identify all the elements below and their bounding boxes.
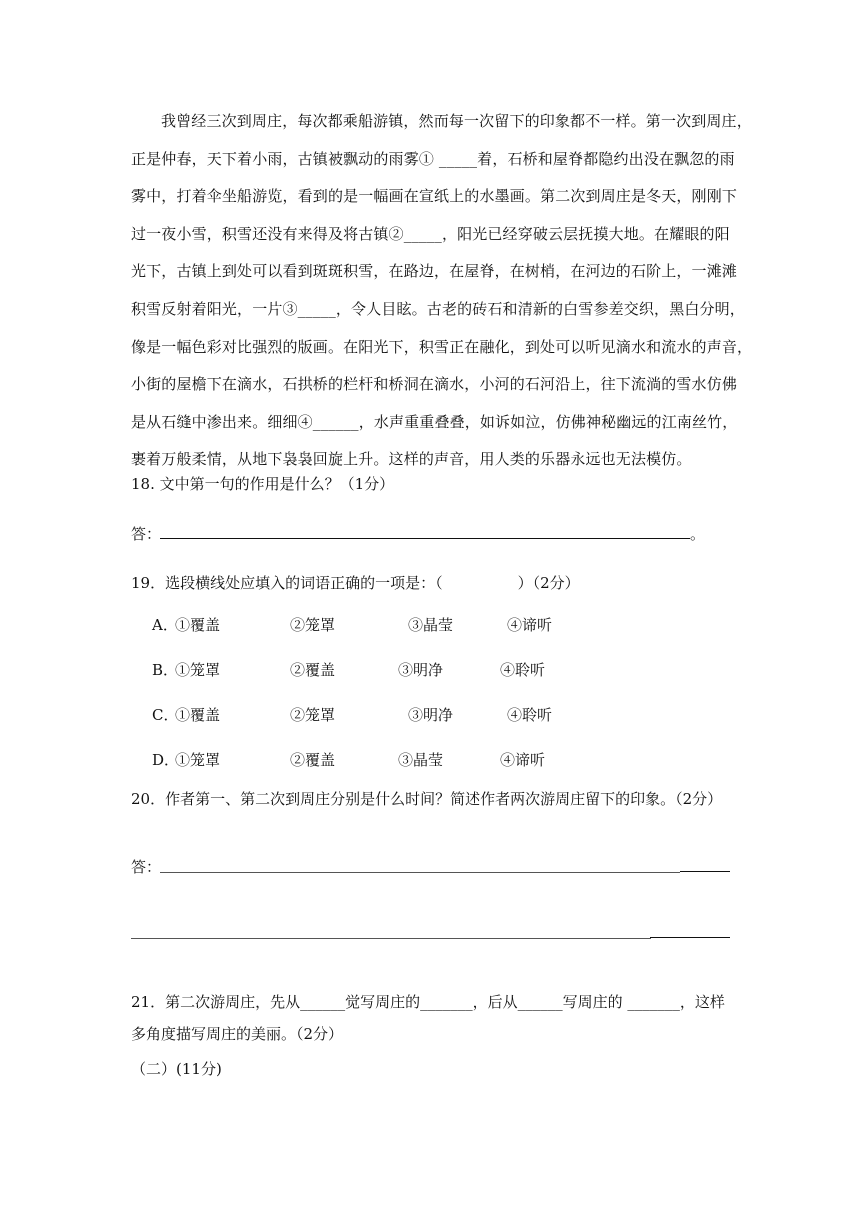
answer-18-prefix: 答： <box>131 525 162 543</box>
passage-line: 过一夜小雪，积雪还没有来得及将古镇②_____，阳光已经穿破云层抚摸大地。在耀眼的阳 <box>131 224 730 243</box>
passage-line: 我曾经三次到周庄，每次都乘船游镇，然而每一次留下的印象都不一样。第一次到周庄， <box>161 112 752 130</box>
option-letter: C． <box>152 706 179 724</box>
answer-18-suffix: 。 <box>690 525 706 543</box>
option-word: ④聆听 <box>500 661 546 679</box>
option-word: ②覆盖 <box>290 661 336 679</box>
option-word: ②笼罩 <box>290 706 336 724</box>
option-word: ②覆盖 <box>290 751 336 769</box>
option-word: ④谛听 <box>500 751 546 769</box>
passage-line: 光下，古镇上到处可以看到斑斑积雪，在路边，在屋脊，在树梢，在河边的石阶上，一滩滩 <box>131 262 738 281</box>
answer-20-line-2[interactable] <box>131 938 651 939</box>
question-21-line-2: 多角度描写周庄的美丽。（2分） <box>131 1025 344 1043</box>
question-19: 19．选段横线处应填入的词语正确的一项是：（ ）（2分） <box>131 574 580 592</box>
option-word: ②笼罩 <box>290 616 336 634</box>
option-word: ③明净 <box>408 706 454 724</box>
answer-20-line-1[interactable] <box>160 872 680 873</box>
passage-line: 裹着万般柔情，从地下袅袅回旋上升。这样的声音，用人类的乐器永远也无法模仿。 <box>131 450 692 469</box>
question-18: 18. 文中第一句的作用是什么？（1分） <box>131 475 395 493</box>
passage-line: 积雪反射着阳光，一片③_____，令人目眩。古老的砖石和清新的白雪参差交织，黑白分明， <box>131 299 745 318</box>
passage-line: 像是一幅色彩对比强烈的版画。在阳光下，积雪正在融化，到处可以听见滴水和流水的声音， <box>131 337 753 356</box>
option-word: ③晶莹 <box>408 616 454 634</box>
passage-line: 小街的屋檐下在滴水，石拱桥的栏杆和桥洞在滴水，小河的石河沿上，往下流淌的雪水仿佛 <box>131 375 738 394</box>
option-word: ①笼罩 <box>175 661 221 679</box>
option-letter: B． <box>152 661 179 679</box>
option-word: ③明净 <box>398 661 444 679</box>
answer-18-line[interactable] <box>160 538 690 539</box>
answer-20-line-2-end <box>650 937 730 938</box>
option-word: ①覆盖 <box>175 616 221 634</box>
question-20: 20．作者第一、第二次到周庄分别是什么时间？简述作者两次游周庄留下的印象。（2分） <box>131 790 723 808</box>
passage-line: 是从石缝中渗出来。细细④______，水声重重叠叠，如诉如泣，仿佛神秘幽远的江南丝竹， <box>131 412 738 431</box>
passage-line: 正是仲春，天下着小雨，古镇被飘动的雨雾① _____着，石桥和屋脊都隐约出没在飘忽的雨 <box>131 149 735 168</box>
answer-20-prefix: 答： <box>131 858 162 876</box>
question-21-line-1: 21．第二次游周庄，先从______觉写周庄的_______，后从______写周庄的 _______，这样 <box>131 993 725 1011</box>
option-letter: D． <box>152 751 180 769</box>
passage-line: 雾中，打着伞坐船游览，看到的是一幅画在宣纸上的水墨画。第二次到周庄是冬天，刚刚下 <box>131 187 738 206</box>
option-word: ①覆盖 <box>175 706 221 724</box>
passage <box>131 103 753 479</box>
option-letter: A． <box>152 616 178 634</box>
option-word: ④谛听 <box>507 616 553 634</box>
option-word: ①笼罩 <box>175 751 221 769</box>
option-word: ④聆听 <box>507 706 553 724</box>
option-word: ③晶莹 <box>398 751 444 769</box>
section-2-heading: （二）(11分) <box>131 1060 222 1078</box>
answer-20-line-1-end <box>680 871 730 872</box>
